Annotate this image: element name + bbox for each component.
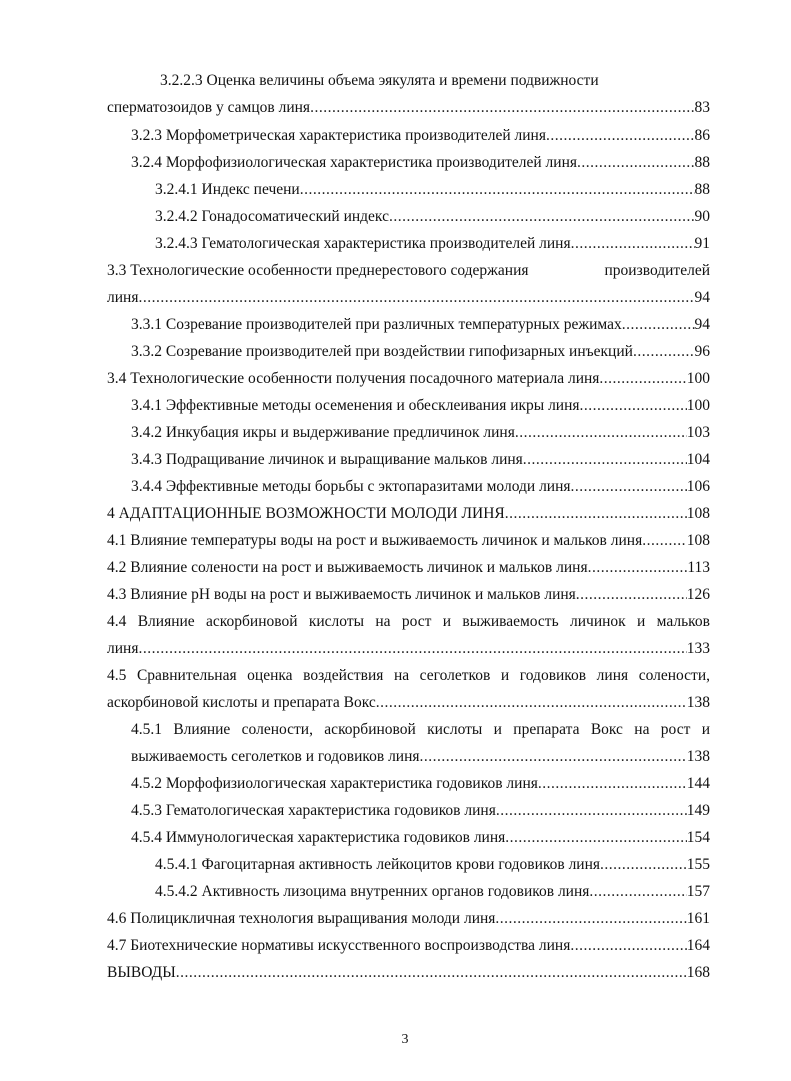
leader-dots: [570, 934, 686, 958]
leader-dots: [576, 583, 687, 607]
toc-entry-text: 3.2.4.2 Гонадосоматический индекс: [155, 208, 389, 225]
leader-dots: [505, 502, 687, 526]
toc-entry-text: 3.4.1 Эффективные методы осеменения и обесклеивания икры линя: [131, 397, 580, 414]
toc-entry: [131, 745, 710, 769]
leader-dots: [538, 772, 687, 796]
toc-entry-text: 3.2.3 Морфометрическая характеристика производителей линя: [131, 127, 546, 144]
toc-entry-text: 4.5.3 Гематологическая характеристика годовиков линя: [131, 802, 496, 819]
toc-entry-text: 4.4 Влияние аскорбиновой кислоты на рост и выживаемость личинок и мальков: [107, 613, 710, 630]
toc-page-number: 138: [686, 748, 710, 765]
toc-entry: [107, 664, 710, 688]
toc-entry: [131, 448, 710, 472]
leader-dots: [515, 421, 687, 445]
leader-dots: [176, 961, 687, 985]
toc-entry-text: 4.2 Влияние солености на рост и выживаемость личинок и мальков линя: [107, 559, 588, 576]
toc-page-number: 108: [686, 532, 710, 549]
toc-page-number: 154: [686, 829, 710, 846]
toc-page-number: 155: [686, 856, 710, 873]
toc-entry: [160, 69, 620, 93]
toc-page-number: 164: [686, 937, 710, 954]
toc-page-number: 91: [694, 235, 710, 252]
toc-page-number: 90: [694, 208, 710, 225]
toc-page-number: 161: [686, 910, 710, 927]
toc-entry-text-continued: производителей: [604, 262, 710, 279]
leader-dots: [600, 853, 687, 877]
toc-entry: [107, 286, 710, 310]
toc-entry: [131, 799, 710, 823]
toc-entry: [155, 205, 710, 229]
toc-entry: [107, 259, 710, 283]
toc-entry-text: линя: [107, 289, 139, 306]
leader-dots: [376, 691, 687, 715]
toc-entry: [131, 124, 710, 148]
toc-page-number: 144: [686, 775, 710, 792]
leader-dots: [389, 205, 695, 229]
toc-entry: [107, 556, 710, 580]
toc-page-number: 83: [694, 99, 710, 116]
toc-page-number: 103: [686, 424, 710, 441]
leader-dots: [138, 286, 694, 310]
toc-entry: [107, 367, 710, 391]
toc-entry-text: ВЫВОДЫ: [107, 964, 176, 981]
toc-entry: [107, 691, 710, 715]
leader-dots: [577, 151, 694, 175]
toc-entry-text: сперматозоидов у самцов линя: [107, 99, 311, 116]
toc-entry: [131, 475, 710, 499]
leader-dots: [633, 340, 695, 364]
toc-entry: [107, 610, 710, 634]
toc-entry-text: 4.5.4.1 Фагоцитарная активность лейкоцитов крови годовиков линя: [155, 856, 601, 873]
toc-page-number: 96: [694, 343, 710, 360]
leader-dots: [580, 394, 687, 418]
leader-dots: [589, 880, 686, 904]
toc-entry: [155, 853, 710, 877]
toc-page-number: 88: [694, 181, 710, 198]
toc-entry-text: 4.1 Влияние температуры воды на рост и выживаемость личинок и мальков линя: [107, 532, 643, 549]
toc-entry-text: линя: [107, 640, 139, 657]
toc-page-number: 113: [687, 559, 710, 576]
toc-page-number: 100: [686, 397, 710, 414]
toc-entry: [155, 178, 710, 202]
toc-entry: [107, 637, 710, 661]
toc-entry-text: 4 АДАПТАЦИОННЫЕ ВОЗМОЖНОСТИ МОЛОДИ ЛИНЯ: [107, 505, 505, 522]
toc-page-number: 138: [686, 694, 710, 711]
leader-dots: [523, 448, 687, 472]
toc-entry-text: 3.3.2 Созревание производителей при воздействии гипофизарных инъекций: [131, 343, 633, 360]
toc-entry-text: 4.5.4 Иммунологическая характеристика годовиков линя: [131, 829, 506, 846]
toc-entry: [131, 151, 710, 175]
toc-entry: [107, 529, 710, 553]
toc-entry-text: 3.2.4.3 Гематологическая характеристика производителей линя: [155, 235, 571, 252]
leader-dots: [622, 313, 695, 337]
toc-page-number: 104: [686, 451, 710, 468]
toc-page-number: 108: [686, 505, 710, 522]
toc-entry-text: 4.5.1 Влияние солености, аскорбиновой кислоты и препарата Вокс на рост и: [131, 721, 710, 738]
toc-entry-text: 4.5 Сравнительная оценка воздействия на сеголетков и годовиков линя солености,: [107, 667, 710, 684]
toc-entry-text: 3.2.4.1 Индекс печени: [155, 181, 300, 198]
toc-page-number: 168: [686, 964, 710, 981]
toc-entry-text: 4.7 Биотехнические нормативы искусственного воспроизводства линя: [107, 937, 571, 954]
toc-page-number: 88: [694, 154, 710, 171]
toc-page-number: 106: [686, 478, 710, 495]
toc-page-number: 149: [686, 802, 710, 819]
page-number: 3: [401, 1032, 409, 1047]
toc-entry: [107, 96, 710, 120]
leader-dots: [496, 799, 687, 823]
toc-page-number: 94: [694, 289, 710, 306]
toc-entry: [131, 772, 710, 796]
toc-entry-text: 3.2.4 Морфофизиологическая характеристика производителей линя: [131, 154, 578, 171]
toc-page-number: 133: [686, 640, 710, 657]
toc-entry: [131, 826, 710, 850]
leader-dots: [300, 178, 695, 202]
toc-entry: [155, 880, 710, 904]
toc-entry: [107, 502, 710, 526]
leader-dots: [138, 637, 686, 661]
leader-dots: [571, 475, 687, 499]
toc-entry-text: 4.6 Полицикличная технология выращивания молоди линя: [107, 910, 496, 927]
leader-dots: [571, 232, 695, 256]
toc-page-number: 126: [686, 586, 710, 603]
toc-entry-text: 3.4.4 Эффективные методы борьбы с эктопаразитами молоди линя: [131, 478, 571, 495]
toc-entry-text: 4.5.2 Морфофизиологическая характеристика годовиков линя: [131, 775, 538, 792]
toc-entry: [131, 313, 710, 337]
leader-dots: [599, 367, 686, 391]
toc-page-number: 100: [686, 370, 710, 387]
toc-entry-text: 3.3 Технологические особенности преднерестового содержания: [107, 262, 529, 279]
toc-entry: [107, 907, 710, 931]
toc-entry-text: 3.2.2.3 Оценка величины объема эякулята и времени подвижности: [160, 72, 599, 89]
toc-entry-text: 3.3.1 Созревание производителей при различных температурных режимах: [131, 316, 622, 333]
toc-page-number: 94: [694, 316, 710, 333]
leader-dots: [310, 96, 694, 120]
toc-entry-text: 4.5.4.2 Активность лизоцима внутренних органов годовиков линя: [155, 883, 590, 900]
leader-dots: [495, 907, 686, 931]
toc-page-number: 157: [686, 883, 710, 900]
leader-dots: [420, 745, 687, 769]
toc-entry-text: 3.4 Технологические особенности получения посадочного материала линя: [107, 370, 600, 387]
toc-entry-text: аскорбиновой кислоты и препарата Вокс: [107, 694, 376, 711]
toc-entry: [155, 232, 710, 256]
toc-entry: [131, 421, 710, 445]
leader-dots: [505, 826, 686, 850]
toc-entry-text: 3.4.2 Инкубация икры и выдерживание предличинок линя: [131, 424, 515, 441]
toc-entry-text: 3.4.3 Подращивание личинок и выращивание мальков линя: [131, 451, 523, 468]
toc-entry: [107, 934, 710, 958]
toc-entry-text: 4.3 Влияние pH воды на рост и выживаемость личинок и мальков линя: [107, 586, 576, 603]
toc-entry: [131, 340, 710, 364]
toc-entry: [107, 961, 710, 985]
toc-entry: [131, 394, 710, 418]
leader-dots: [642, 529, 687, 553]
toc-entry: [107, 583, 710, 607]
toc-page-number: 86: [694, 127, 710, 144]
leader-dots: [546, 124, 695, 148]
leader-dots: [588, 556, 688, 580]
toc-entry: [131, 718, 710, 742]
toc-entry-text: выживаемость сеголетков и годовиков линя: [131, 748, 420, 765]
